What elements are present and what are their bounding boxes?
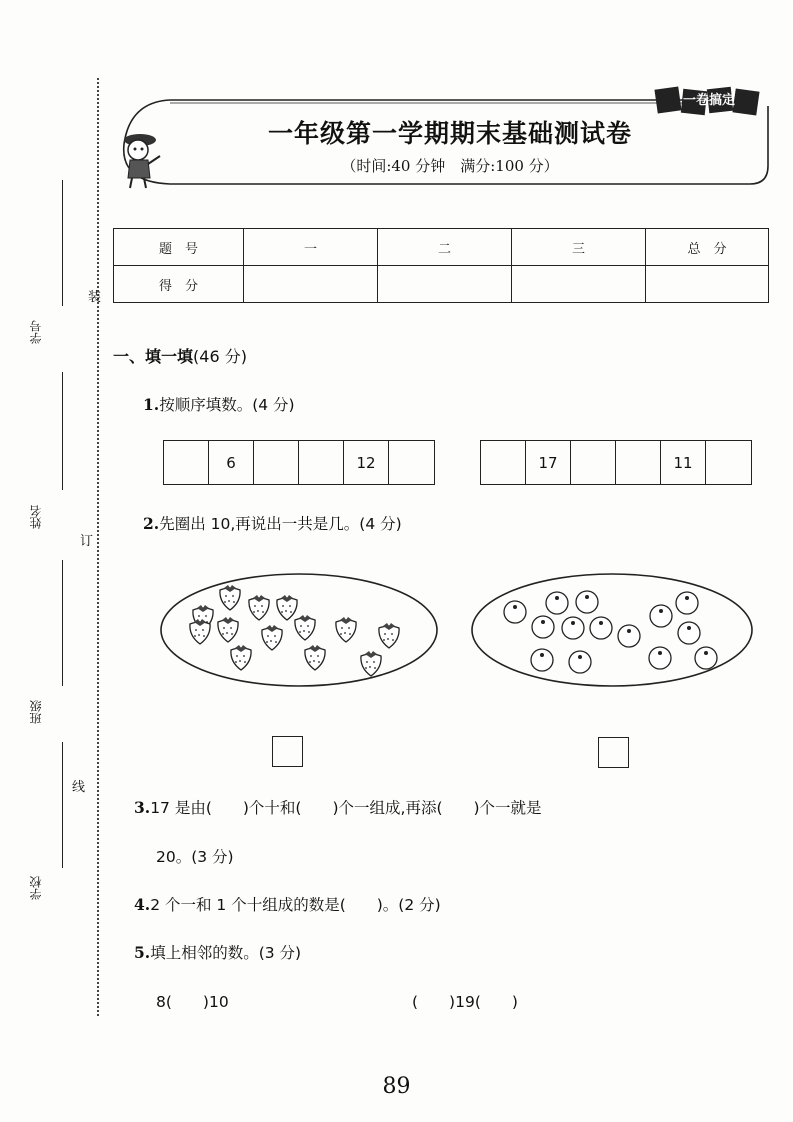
score-input-cell[interactable] (378, 266, 512, 303)
orange-icon (650, 605, 672, 627)
question-3-number: 3. (134, 798, 151, 817)
strawberry-plate (155, 570, 445, 692)
binding-mark-ding: 订 (80, 534, 94, 549)
sequence-row-a (163, 440, 435, 485)
strawberry-icon (379, 623, 399, 648)
badge-text: 一卷搞定 (682, 93, 735, 108)
strawberry-icon (361, 651, 381, 676)
question-3-text: 17 是由( )个十和( )个一组成,再添( )个一就是 (150, 799, 542, 817)
question-4 (134, 893, 441, 915)
question-5 (134, 941, 301, 963)
score-header-cell: 总 分 (646, 229, 769, 266)
page-title: 一年级第一学期期末基础测试卷 (267, 119, 632, 148)
orange-icon (569, 651, 591, 673)
student-id-blank[interactable] (62, 180, 63, 306)
school-label: 学校 (29, 876, 43, 900)
binding-mark-zhuang: 装 (88, 290, 102, 305)
binding-dotted-line (97, 78, 99, 1016)
question-2 (143, 512, 402, 534)
school-blank[interactable] (62, 742, 63, 868)
cartoon-child-icon (114, 128, 166, 190)
score-input-cell[interactable] (646, 266, 769, 303)
sequence-cell: 12 (344, 441, 389, 484)
strawberry-icon (249, 595, 269, 620)
sequence-cell[interactable] (254, 441, 299, 484)
strawberry-icon (220, 585, 240, 610)
strawberry-icon (218, 617, 238, 642)
class-label: 班级 (29, 700, 43, 724)
orange-icon (562, 617, 584, 639)
question-2-number: 2. (143, 514, 160, 533)
student-name-blank[interactable] (62, 372, 63, 490)
question-3 (134, 796, 542, 818)
orange-icon (546, 592, 568, 614)
strawberry-icon (277, 595, 297, 620)
class-blank[interactable] (62, 560, 63, 686)
orange-icon (678, 622, 700, 644)
sequence-cell: 17 (526, 441, 571, 484)
strawberry-icon (231, 645, 251, 670)
page-number: 89 (382, 1074, 411, 1099)
orange-icon (618, 625, 640, 647)
score-header-cell: 题 号 (114, 229, 244, 266)
page-subtitle: （时间:40 分钟 满分:100 分） (341, 157, 559, 175)
score-header-cell: 一 (244, 229, 378, 266)
sequence-cell[interactable] (481, 441, 526, 484)
question-4-number: 4. (134, 895, 151, 914)
strawberry-icon (305, 645, 325, 670)
question-5-item-b[interactable]: ( )19( ) (412, 993, 518, 1011)
sequence-cell[interactable] (164, 441, 209, 484)
sequence-row-b (480, 440, 752, 485)
question-1-text: 按顺序填数。(4 分) (159, 396, 295, 414)
score-row-label: 得 分 (114, 266, 244, 303)
question-5-number: 5. (134, 943, 151, 962)
section-1-points: (46 分) (193, 347, 247, 366)
score-table-header-row (114, 229, 769, 266)
binding-mark-xian: 线 (72, 780, 86, 795)
sequence-cell[interactable] (616, 441, 661, 484)
orange-icon (695, 647, 717, 669)
sequence-cell[interactable] (299, 441, 344, 484)
question-2-text: 先圈出 10,再说出一共是几。(4 分) (159, 515, 402, 533)
orange-plate (468, 570, 758, 692)
orange-icon (576, 591, 598, 613)
sequence-cell: 6 (209, 441, 254, 484)
question-5-text: 填上相邻的数。(3 分) (150, 944, 302, 962)
student-name-label: 姓名 (29, 505, 43, 529)
question-4-text: 2 个一和 1 个十组成的数是( )。(2 分) (150, 896, 441, 914)
question-1-number: 1. (143, 395, 160, 414)
strawberry-icon (190, 619, 210, 644)
score-input-cell[interactable] (512, 266, 646, 303)
section-1-title: 一、填一填 (113, 347, 194, 366)
orange-icon (676, 592, 698, 614)
sequence-cell[interactable] (571, 441, 616, 484)
sequence-cell: 11 (661, 441, 706, 484)
orange-icon (531, 649, 553, 671)
orange-icon (504, 601, 526, 623)
student-id-label: 学号 (29, 320, 43, 344)
score-header-cell: 二 (378, 229, 512, 266)
strawberry-icon (262, 625, 282, 650)
strawberry-icon (295, 615, 315, 640)
question-1 (143, 393, 295, 415)
orange-icon (590, 617, 612, 639)
question-5-item-a[interactable]: 8( )10 (156, 993, 229, 1011)
sequence-cell[interactable] (706, 441, 751, 484)
strawberry-icon (336, 617, 356, 642)
answer-box-strawberries[interactable] (272, 736, 303, 767)
sequence-cell[interactable] (389, 441, 434, 484)
section-1-heading (113, 344, 247, 367)
question-3-continued: 20。(3 分) (156, 848, 234, 866)
orange-icon (532, 616, 554, 638)
answer-box-oranges[interactable] (598, 737, 629, 768)
score-table (113, 228, 769, 303)
score-table-score-row (114, 266, 769, 303)
score-header-cell: 三 (512, 229, 646, 266)
orange-icon (649, 647, 671, 669)
score-input-cell[interactable] (244, 266, 378, 303)
